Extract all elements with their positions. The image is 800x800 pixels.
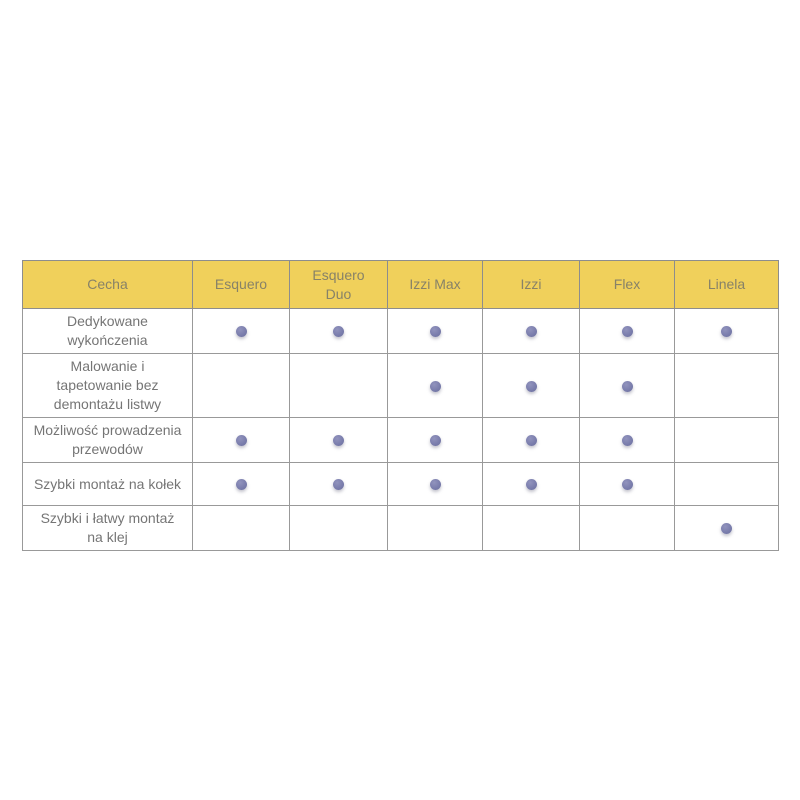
feature-cell (580, 354, 675, 418)
feature-dot-icon (721, 326, 732, 337)
feature-dot-icon (526, 479, 537, 490)
feature-dot-icon (430, 326, 441, 337)
feature-cell (675, 463, 779, 506)
feature-dot-icon (430, 381, 441, 392)
feature-dot-icon (236, 435, 247, 446)
column-header: Cecha (23, 261, 193, 309)
feature-cell (483, 506, 580, 551)
feature-dot-icon (526, 435, 537, 446)
column-header: Izzi (483, 261, 580, 309)
feature-dot-icon (622, 381, 633, 392)
feature-cell (483, 354, 580, 418)
column-header: Flex (580, 261, 675, 309)
feature-dot-icon (236, 326, 247, 337)
column-header: Izzi Max (388, 261, 483, 309)
feature-label: Możliwość prowadzenia przewodów (23, 418, 193, 463)
feature-label: Szybki montaż na kołek (23, 463, 193, 506)
column-header: Esquero Duo (290, 261, 388, 309)
feature-cell (388, 354, 483, 418)
feature-dot-icon (622, 326, 633, 337)
table-row (23, 463, 779, 506)
feature-cell (580, 463, 675, 506)
feature-dot-icon (430, 479, 441, 490)
feature-cell (580, 309, 675, 354)
feature-cell (675, 354, 779, 418)
feature-label: Dedykowane wykończenia (23, 309, 193, 354)
feature-dot-icon (526, 381, 537, 392)
feature-label: Malowanie i tapetowanie bez demontażu listwy (23, 354, 193, 418)
table-row (23, 309, 779, 354)
feature-cell (675, 506, 779, 551)
table-row (23, 354, 779, 418)
column-header: Esquero (193, 261, 290, 309)
feature-dot-icon (333, 326, 344, 337)
feature-dot-icon (333, 435, 344, 446)
feature-cell (675, 309, 779, 354)
feature-cell (290, 354, 388, 418)
comparison-table (22, 260, 779, 551)
feature-cell (388, 309, 483, 354)
feature-cell (193, 354, 290, 418)
feature-cell (388, 463, 483, 506)
table-row (23, 418, 779, 463)
feature-dot-icon (622, 479, 633, 490)
feature-cell (193, 506, 290, 551)
feature-cell (193, 418, 290, 463)
feature-cell (388, 506, 483, 551)
feature-cell (580, 418, 675, 463)
feature-cell (483, 418, 580, 463)
feature-label: Szybki i łatwy montaż na klej (23, 506, 193, 551)
feature-cell (290, 463, 388, 506)
header-row (23, 261, 779, 309)
feature-cell (388, 418, 483, 463)
feature-cell (193, 463, 290, 506)
column-header: Linela (675, 261, 779, 309)
feature-cell (193, 309, 290, 354)
feature-dot-icon (236, 479, 247, 490)
feature-dot-icon (526, 326, 537, 337)
feature-cell (483, 309, 580, 354)
table-row (23, 506, 779, 551)
feature-dot-icon (333, 479, 344, 490)
feature-cell (290, 418, 388, 463)
feature-cell (290, 309, 388, 354)
feature-dot-icon (430, 435, 441, 446)
feature-dot-icon (721, 523, 732, 534)
feature-cell (483, 463, 580, 506)
feature-cell (580, 506, 675, 551)
feature-cell (675, 418, 779, 463)
feature-cell (290, 506, 388, 551)
feature-dot-icon (622, 435, 633, 446)
